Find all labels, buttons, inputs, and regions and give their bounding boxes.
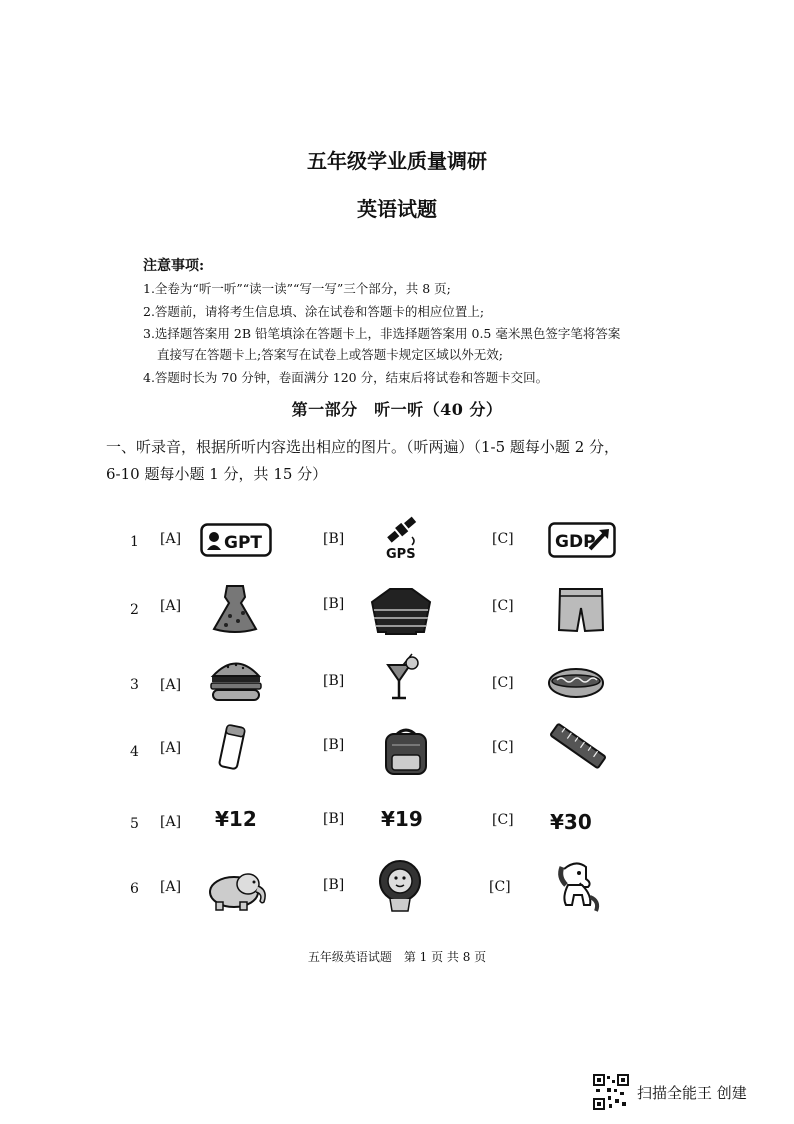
gpt-logo-icon: [200, 523, 272, 557]
option-label: [B]: [323, 531, 345, 547]
option-label: [B]: [323, 596, 345, 612]
juice-drink-icon: [385, 651, 421, 703]
option-label: [A]: [160, 814, 182, 830]
note-item: 直接写在答题卡上;答案写在试卷上或答题卡规定区域以外无效;: [157, 347, 503, 362]
price-30: ¥30: [550, 810, 592, 834]
gdp-arrow-icon: [548, 522, 616, 558]
hot-dog-icon: [547, 664, 605, 700]
exam-subtitle: 英语试题: [357, 197, 437, 221]
option-label: [A]: [160, 598, 182, 614]
gps-text: GPS: [386, 547, 416, 561]
note-item: 4.答题时长为 70 分钟，卷面满分 120 分，结束后将试卷和答题卡交回。: [143, 370, 549, 385]
dress-icon: [210, 583, 260, 635]
question-number: 1: [130, 534, 139, 550]
question-number: 3: [130, 677, 139, 693]
option-label: [C]: [492, 531, 514, 547]
lion-icon: [372, 857, 428, 915]
option-label: [B]: [323, 673, 345, 689]
shorts-icon: [556, 586, 606, 634]
notes-heading: 注意事项:: [143, 258, 205, 274]
option-label: [C]: [492, 598, 514, 614]
note-item: 3.选择题答案用 2B 铅笔填涂在答题卡上，非选择题答案用 0.5 毫米黑色签字笔将答案: [143, 326, 621, 341]
option-label: [C]: [492, 675, 514, 691]
option-label: [C]: [492, 812, 514, 828]
price-19: ¥19: [381, 807, 423, 831]
gdp-text: GDP: [555, 532, 596, 552]
option-label: [B]: [323, 877, 345, 893]
question-number: 5: [130, 816, 139, 832]
eraser-icon: [216, 722, 248, 772]
exam-title: 五年级学业质量调研: [307, 149, 487, 173]
option-label: [C]: [489, 879, 511, 895]
option-label: [B]: [323, 737, 345, 753]
part-heading: 第一部分 听一听（40 分）: [291, 400, 503, 419]
question-number: 2: [130, 602, 139, 618]
option-label: [A]: [160, 879, 182, 895]
horse-icon: [552, 857, 602, 919]
option-label: [A]: [160, 740, 182, 756]
schoolbag-icon: [380, 725, 432, 777]
qr-code-icon: [593, 1074, 629, 1110]
option-label: [A]: [160, 677, 182, 693]
option-label: [B]: [323, 811, 345, 827]
price-12: ¥12: [215, 807, 257, 831]
note-item: 2.答题前，请将考生信息填、涂在试卷和答题卡的相应位置上;: [143, 304, 485, 319]
page-footer: 五年级英语试题 第 1 页 共 8 页: [307, 950, 487, 964]
option-label: [A]: [160, 531, 182, 547]
option-label: [C]: [492, 739, 514, 755]
gps-satellite-icon: [382, 515, 422, 561]
gpt-text: GPT: [224, 533, 263, 553]
scanner-watermark-text: 扫描全能王 创建: [637, 1083, 747, 1102]
scanner-watermark: [593, 1074, 747, 1110]
elephant-icon: [204, 866, 272, 912]
sweater-icon: [368, 586, 434, 636]
question-number: 4: [130, 744, 139, 760]
hamburger-icon: [208, 657, 264, 703]
section-instruction: 一、听录音，根据所听内容选出相应的图片。（听两遍）（1-5 题每小题 2 分，: [106, 438, 620, 456]
section-instruction-cont: 6-10 题每小题 1 分，共 15 分）: [106, 465, 328, 483]
note-item: 1.全卷为“听一听”“读一读”“写一写”三个部分，共 8 页;: [143, 281, 451, 296]
question-number: 6: [130, 881, 139, 897]
ruler-icon: [547, 722, 609, 770]
